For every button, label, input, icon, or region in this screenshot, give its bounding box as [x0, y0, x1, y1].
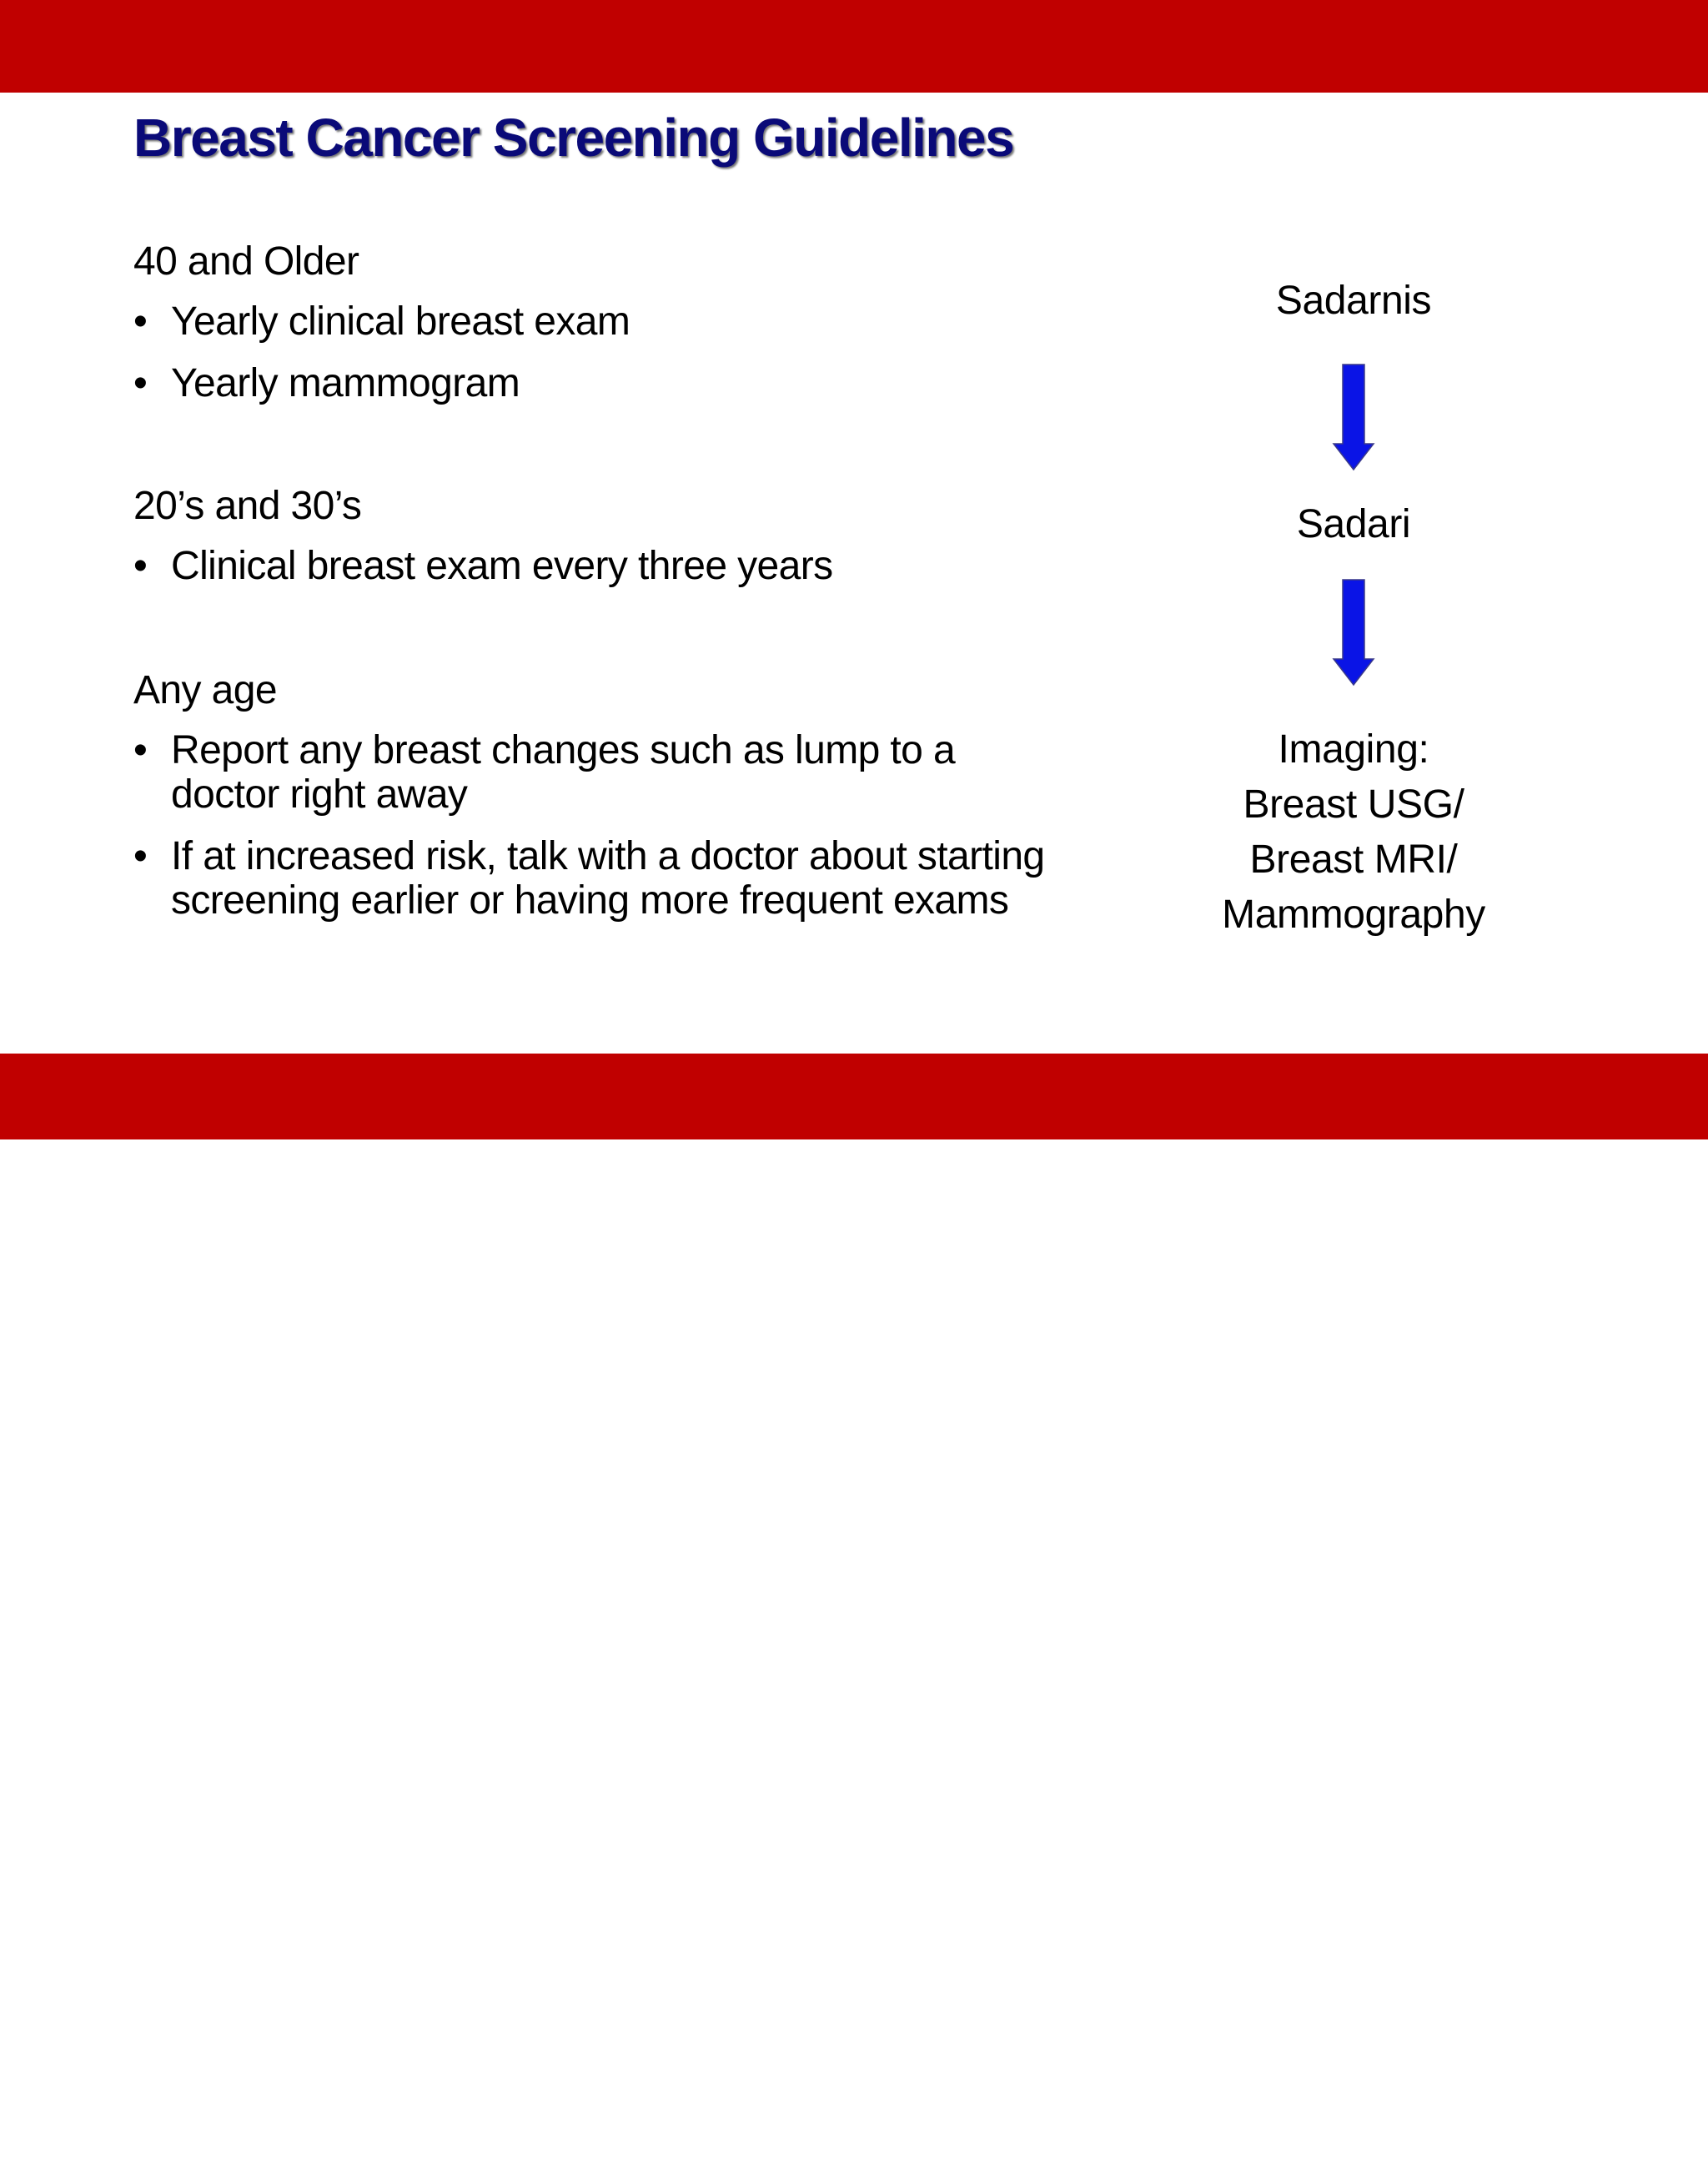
bullet-item: • Yearly mammogram — [133, 361, 1051, 405]
down-arrow-icon — [1333, 364, 1374, 470]
group-any-age — [133, 667, 1051, 940]
flow-step-sadari: Sadari — [1296, 502, 1411, 546]
bullet-item: • Report any breast changes such as lump to a doctor right away — [133, 728, 1051, 817]
bullet-list — [133, 728, 1051, 923]
flow-step-sadarnis: Sadarnis — [1275, 279, 1432, 323]
citation-text: Sheppard AJ, et al. Can J Public Health. 2010;101(1):101-105. — [961, 2132, 1690, 2162]
bullet-list — [133, 544, 1051, 588]
bullet-item: • If at increased risk, talk with a doctor about starting screening earlier or having more frequent exams — [133, 834, 1051, 923]
group-40-and-older — [133, 238, 1051, 423]
group-heading: Any age — [133, 668, 277, 712]
group-heading: 40 and Older — [133, 239, 359, 284]
bullet-item: • Clinical breast exam every three years — [133, 544, 1051, 588]
group-20s-and-30s — [133, 482, 1051, 606]
imaging-line: Breast MRI/ — [1249, 838, 1458, 882]
imaging-line: Imaging: — [1278, 727, 1429, 772]
arrow-shape — [1334, 365, 1374, 470]
slide-title: Breast Cancer Screening Guidelines — [133, 108, 1014, 168]
down-arrow-icon — [1333, 579, 1374, 686]
flow-step-imaging — [1166, 722, 1541, 943]
bullet-list — [133, 299, 1051, 405]
imaging-line: Breast USG/ — [1243, 782, 1464, 827]
imaging-line: Mammography — [1222, 893, 1485, 937]
group-heading: 20’s and 30’s — [133, 484, 362, 528]
top-red-band — [0, 0, 1708, 93]
bullet-item: • Yearly clinical breast exam — [133, 299, 1051, 344]
arrow-shape — [1334, 580, 1374, 685]
bottom-red-band — [0, 1054, 1708, 2162]
